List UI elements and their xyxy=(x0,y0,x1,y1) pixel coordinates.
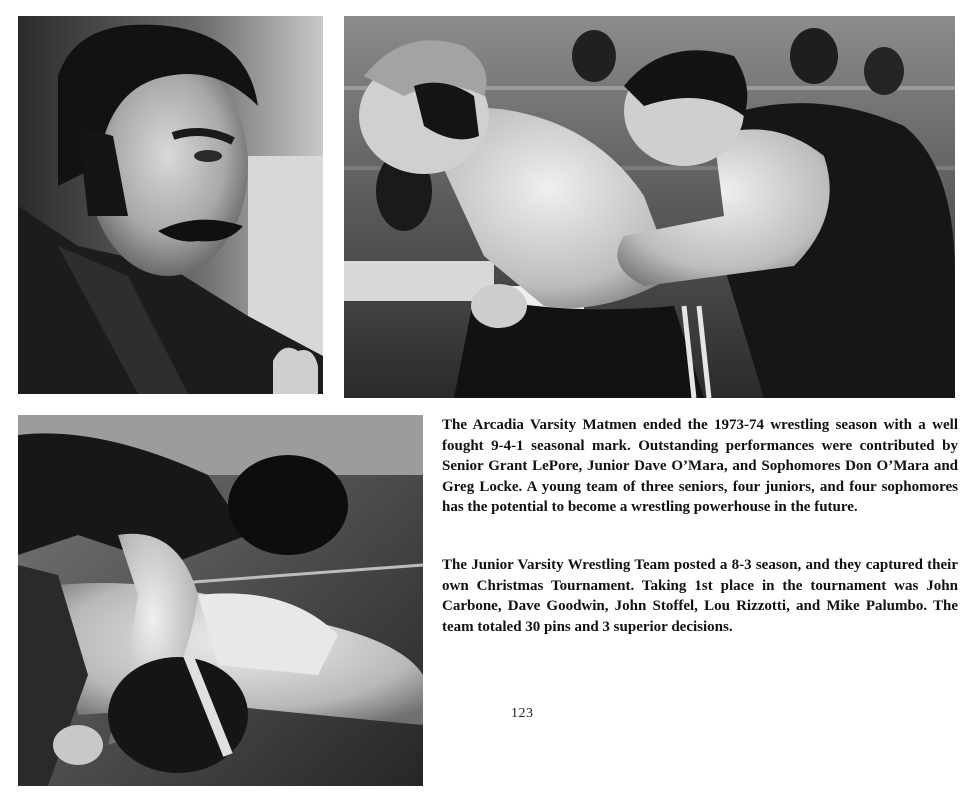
article-paragraph-varsity: The Arcadia Varsity Matmen ended the 1973-74 wrestling season with a well fought 9-4-1 seasonal mark. Outstanding performances were contributed by Senior Grant LePore, Junior Dave O’Mara, and Sophomores Don O’Mara and Greg Locke. A young team of three seniors, four juniors, and four sophomores has the potential to become a wrestling powerhouse in the future. xyxy=(442,417,958,515)
standing-wrestlers-photo xyxy=(344,16,955,398)
mat-wrestlers-photo xyxy=(18,415,423,786)
coach-photo-image xyxy=(18,16,323,394)
article-paragraph-junior-varsity: The Junior Varsity Wrestling Team posted a 8-3 season, and they captured their own Christmas Tournament. Taking 1st place in the tournament was John Carbone, Dave Goodwin, John Stoffel, Lou Rizzotti, and Mike Palumbo. The team totaled 30 pins and 3 superior decisions. xyxy=(442,557,958,635)
page-number: 123 xyxy=(511,706,534,721)
standing-wrestlers-image xyxy=(344,16,955,398)
mat-wrestlers-image xyxy=(18,415,423,786)
coach-photo xyxy=(18,16,323,394)
